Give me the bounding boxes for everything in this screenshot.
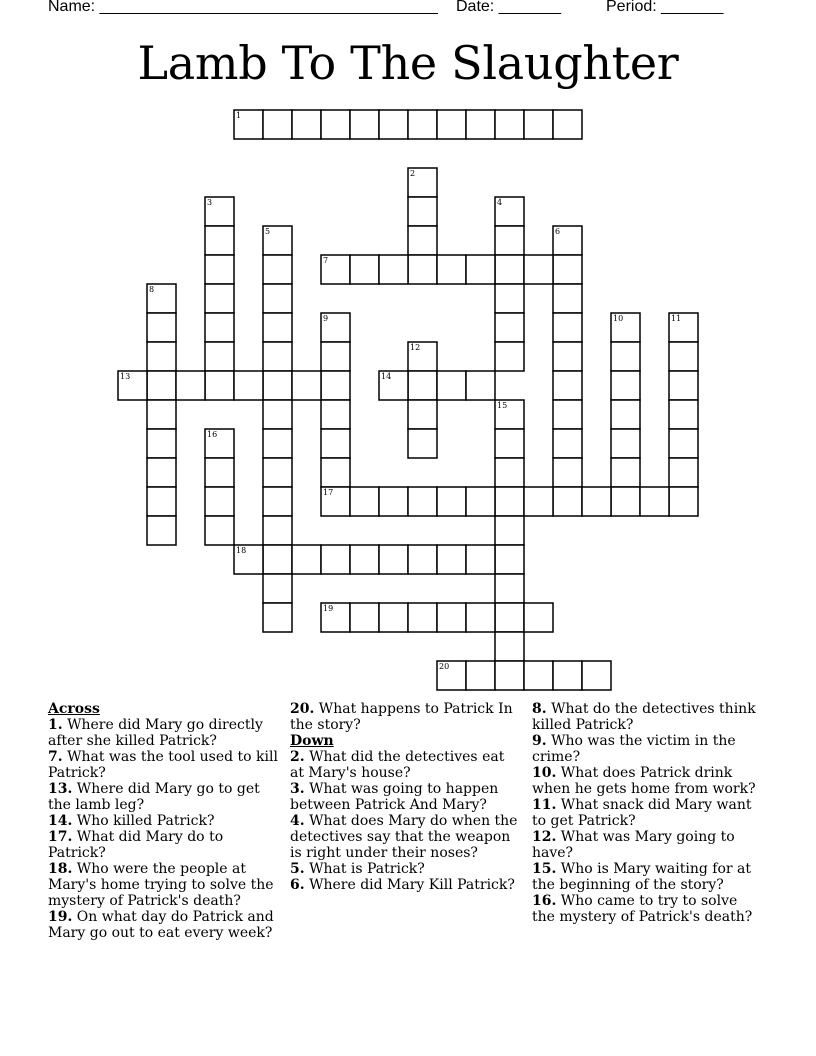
clue-text: What did the detectives eat at Mary's house?	[290, 749, 505, 781]
grid-cell[interactable]	[524, 603, 553, 632]
grid-cell[interactable]	[437, 110, 466, 139]
clue-number: 12.	[532, 829, 557, 845]
cell-number: 13	[120, 372, 131, 381]
clue-number: 2.	[290, 749, 305, 765]
clue-text: What did Mary do to Patrick?	[48, 829, 224, 861]
grid-cell[interactable]	[640, 487, 669, 516]
grid-cell[interactable]	[437, 545, 466, 574]
grid-cell[interactable]	[437, 487, 466, 516]
cell-number: 16	[207, 430, 218, 439]
down-clue	[532, 829, 764, 861]
grid-cell[interactable]	[611, 458, 640, 487]
grid-cell[interactable]	[437, 371, 466, 400]
down-clue	[290, 749, 522, 781]
grid-cell[interactable]	[408, 487, 437, 516]
down-clue	[532, 861, 764, 893]
grid-cell[interactable]	[553, 342, 582, 371]
grid-cell[interactable]	[669, 487, 698, 516]
clue-text: What is Patrick?	[304, 861, 425, 877]
grid-cell[interactable]	[263, 342, 292, 371]
clue-number: 1.	[48, 717, 63, 733]
grid-cell[interactable]	[263, 487, 292, 516]
clue-text: Where did Mary go to get the lamb leg?	[48, 781, 260, 813]
grid-cell[interactable]	[466, 255, 495, 284]
grid-cell[interactable]	[350, 255, 379, 284]
clue-number: 8.	[532, 701, 547, 717]
down-clue	[532, 797, 764, 829]
grid-cell[interactable]	[669, 458, 698, 487]
clue-text: Who is Mary waiting for at the beginning of the story?	[532, 861, 752, 893]
grid-cell[interactable]	[669, 429, 698, 458]
clue-number: 7.	[48, 749, 63, 765]
cell-number: 4	[497, 198, 503, 207]
grid-cell[interactable]	[263, 110, 292, 139]
clue-number: 4.	[290, 813, 305, 829]
cell-number: 18	[236, 546, 247, 555]
grid-cell[interactable]	[553, 429, 582, 458]
clue-number: 19.	[48, 909, 73, 925]
clue-number: 9.	[532, 733, 547, 749]
clue-text: What does Patrick drink when he gets home from work?	[532, 765, 756, 797]
grid-cell[interactable]	[205, 342, 234, 371]
grid-cell[interactable]	[205, 226, 234, 255]
grid-cell[interactable]	[321, 400, 350, 429]
clue-text: Where did Mary go directly after she killed Patrick?	[48, 717, 263, 749]
across-clue	[48, 813, 278, 829]
cell-number: 6	[555, 227, 561, 236]
down-clue	[290, 781, 522, 813]
cell-number: 20	[439, 662, 450, 671]
clue-number: 14.	[48, 813, 73, 829]
clue-text: Who came to try to solve the mystery of Patrick's death?	[532, 893, 753, 925]
grid-cell[interactable]	[147, 342, 176, 371]
grid-cell[interactable]	[611, 429, 640, 458]
grid-cell[interactable]	[321, 371, 350, 400]
cell-number: 15	[497, 401, 508, 410]
clue-number: 15.	[532, 861, 557, 877]
grid-cell[interactable]	[321, 429, 350, 458]
grid-cell[interactable]	[611, 400, 640, 429]
page-title: Lamb To The Slaughter	[137, 36, 679, 90]
grid-cell[interactable]	[553, 371, 582, 400]
cell-number: 8	[149, 285, 155, 294]
clue-number: 18.	[48, 861, 73, 877]
grid-cell[interactable]	[437, 603, 466, 632]
clue-text: What snack did Mary want to get Patrick?	[532, 797, 752, 829]
grid-cell[interactable]	[669, 400, 698, 429]
grid-cell[interactable]	[553, 400, 582, 429]
cell-number: 1	[236, 111, 242, 120]
grid-cell[interactable]	[263, 255, 292, 284]
down-clue	[290, 861, 522, 877]
grid-cell[interactable]	[466, 110, 495, 139]
grid-cell[interactable]	[263, 313, 292, 342]
clue-text: Who were the people at Mary's home trying to solve the mystery of Patrick's death?	[48, 861, 274, 909]
grid-cell[interactable]	[263, 574, 292, 603]
grid-cell[interactable]	[379, 110, 408, 139]
cell-number: 2	[410, 169, 416, 178]
grid-cell[interactable]	[263, 545, 292, 574]
cell-number: 7	[323, 256, 329, 265]
grid-cell[interactable]	[408, 400, 437, 429]
grid-cell[interactable]	[205, 516, 234, 545]
grid-cell[interactable]	[292, 545, 321, 574]
grid-cell[interactable]	[495, 632, 524, 661]
across-clue	[48, 717, 278, 749]
grid-cell[interactable]	[553, 284, 582, 313]
grid-cell[interactable]	[147, 400, 176, 429]
grid-cell[interactable]	[466, 487, 495, 516]
grid-cell[interactable]	[466, 545, 495, 574]
grid-cell[interactable]	[263, 458, 292, 487]
grid-cell[interactable]	[582, 487, 611, 516]
grid-cell[interactable]	[205, 371, 234, 400]
clue-number: 20.	[290, 701, 315, 717]
grid-cell[interactable]	[524, 661, 553, 690]
grid-cell[interactable]	[321, 545, 350, 574]
across-clue	[48, 749, 278, 781]
grid-cell[interactable]	[466, 371, 495, 400]
grid-cell[interactable]	[263, 516, 292, 545]
clue-text: What does Mary do when the detectives say that the weapon is right under their noses?	[290, 813, 518, 861]
grid-cell[interactable]	[379, 545, 408, 574]
clue-text: Who was the victim in the crime?	[532, 733, 736, 765]
clue-number: 3.	[290, 781, 305, 797]
grid-cell[interactable]	[263, 371, 292, 400]
cell-number: 10	[613, 314, 624, 323]
grid-cell[interactable]	[321, 110, 350, 139]
clue-number: 17.	[48, 829, 73, 845]
grid-cell[interactable]	[292, 371, 321, 400]
grid-cell[interactable]	[553, 313, 582, 342]
grid-cell[interactable]	[495, 487, 524, 516]
grid-cell[interactable]	[553, 110, 582, 139]
down-clue	[532, 733, 764, 765]
cell-number: 11	[671, 314, 682, 323]
grid-cell[interactable]	[147, 371, 176, 400]
cell-number: 17	[323, 488, 334, 497]
grid-cell[interactable]	[495, 603, 524, 632]
across-clue	[48, 781, 278, 813]
grid-cell[interactable]	[205, 284, 234, 313]
grid-cell[interactable]	[669, 342, 698, 371]
grid-cell[interactable]	[495, 574, 524, 603]
grid-cell[interactable]	[350, 603, 379, 632]
clue-text: Who killed Patrick?	[72, 813, 215, 829]
across-clue	[48, 909, 278, 941]
clue-number: 16.	[532, 893, 557, 909]
grid-cell[interactable]	[147, 516, 176, 545]
grid-cell[interactable]	[495, 313, 524, 342]
grid-cell[interactable]	[408, 255, 437, 284]
across-clue	[290, 701, 522, 733]
clue-number: 13.	[48, 781, 73, 797]
grid-cell[interactable]	[553, 458, 582, 487]
grid-cell[interactable]	[495, 516, 524, 545]
grid-cell[interactable]	[524, 255, 553, 284]
grid-cell[interactable]	[553, 487, 582, 516]
cell-number: 19	[323, 604, 334, 613]
clues-column-1	[48, 701, 278, 941]
clue-number: 5.	[290, 861, 305, 877]
grid-cell[interactable]	[408, 603, 437, 632]
down-clue	[532, 701, 764, 733]
grid-cell[interactable]	[205, 487, 234, 516]
clue-text: What was Mary going to have?	[532, 829, 735, 861]
clue-number: 10.	[532, 765, 557, 781]
grid-cell[interactable]	[147, 429, 176, 458]
grid-cell[interactable]	[147, 487, 176, 516]
grid-cell[interactable]	[466, 661, 495, 690]
grid-cell[interactable]	[495, 458, 524, 487]
grid-cell[interactable]	[582, 661, 611, 690]
grid-cell[interactable]	[350, 110, 379, 139]
down-clue	[290, 877, 522, 893]
cell-number: 3	[207, 198, 213, 207]
grid-cell[interactable]	[147, 458, 176, 487]
grid-cell[interactable]	[524, 487, 553, 516]
grid-cell[interactable]	[408, 371, 437, 400]
down-clue	[532, 893, 764, 925]
grid-cell[interactable]	[495, 284, 524, 313]
grid-cell[interactable]	[263, 284, 292, 313]
clue-text: What do the detectives think killed Patrick?	[532, 701, 756, 733]
grid-cell[interactable]	[408, 545, 437, 574]
clues-column-2	[290, 701, 522, 893]
grid-cell[interactable]	[234, 371, 263, 400]
cell-number: 12	[410, 343, 421, 352]
grid-cell[interactable]	[611, 342, 640, 371]
grid-cell[interactable]	[408, 429, 437, 458]
grid-cell[interactable]	[379, 255, 408, 284]
name-field-label[interactable]: Name: ______________________________________	[48, 0, 438, 15]
grid-cell[interactable]	[176, 371, 205, 400]
grid-cell[interactable]	[611, 487, 640, 516]
grid-cell[interactable]	[263, 603, 292, 632]
grid-cell[interactable]	[495, 661, 524, 690]
grid-cell[interactable]	[350, 545, 379, 574]
clue-number: 6.	[290, 877, 305, 893]
grid-cell[interactable]	[408, 226, 437, 255]
grid-cell[interactable]	[495, 429, 524, 458]
clue-text: Where did Mary Kill Patrick?	[304, 877, 515, 893]
grid-cell[interactable]	[495, 255, 524, 284]
across-clue	[48, 829, 278, 861]
down-clue	[290, 813, 522, 861]
cell-number: 14	[381, 372, 392, 381]
grid-cell[interactable]	[611, 371, 640, 400]
grid-cell[interactable]	[553, 255, 582, 284]
date-field-label[interactable]: Date: _______	[456, 0, 561, 15]
grid-cell[interactable]	[466, 603, 495, 632]
grid-cell[interactable]	[147, 313, 176, 342]
down-clue	[532, 765, 764, 797]
grid-cell[interactable]	[495, 545, 524, 574]
clue-text: On what day do Patrick and Mary go out to eat every week?	[48, 909, 274, 941]
period-field-label[interactable]: Period: _______	[606, 0, 724, 15]
grid-cell[interactable]	[524, 110, 553, 139]
clue-text: What was going to happen between Patrick And Mary?	[290, 781, 499, 813]
grid-cell[interactable]	[408, 197, 437, 226]
clue-number: 11.	[532, 797, 557, 813]
grid-cell[interactable]	[205, 458, 234, 487]
across-clue	[48, 861, 278, 909]
grid-cell[interactable]	[263, 400, 292, 429]
cell-number: 9	[323, 314, 329, 323]
across-heading: Across	[48, 701, 100, 717]
grid-cell[interactable]	[495, 110, 524, 139]
grid-cell[interactable]	[205, 313, 234, 342]
cell-number: 5	[265, 227, 271, 236]
clue-text: What happens to Patrick In the story?	[290, 701, 513, 733]
grid-cell[interactable]	[495, 342, 524, 371]
grid-cell[interactable]	[495, 226, 524, 255]
down-heading: Down	[290, 733, 334, 749]
grid-cell[interactable]	[379, 487, 408, 516]
grid-cell[interactable]	[408, 110, 437, 139]
grid-cell[interactable]	[379, 603, 408, 632]
grid-cell[interactable]	[669, 371, 698, 400]
grid-cell[interactable]	[321, 342, 350, 371]
grid-cell[interactable]	[205, 255, 234, 284]
grid-cell[interactable]	[350, 487, 379, 516]
grid-cell[interactable]	[263, 429, 292, 458]
grid-cell[interactable]	[437, 255, 466, 284]
grid-cell[interactable]	[321, 458, 350, 487]
grid-cell[interactable]	[553, 661, 582, 690]
clues-column-3	[532, 701, 764, 925]
clue-text: What was the tool used to kill Patrick?	[48, 749, 278, 781]
grid-cell[interactable]	[292, 110, 321, 139]
